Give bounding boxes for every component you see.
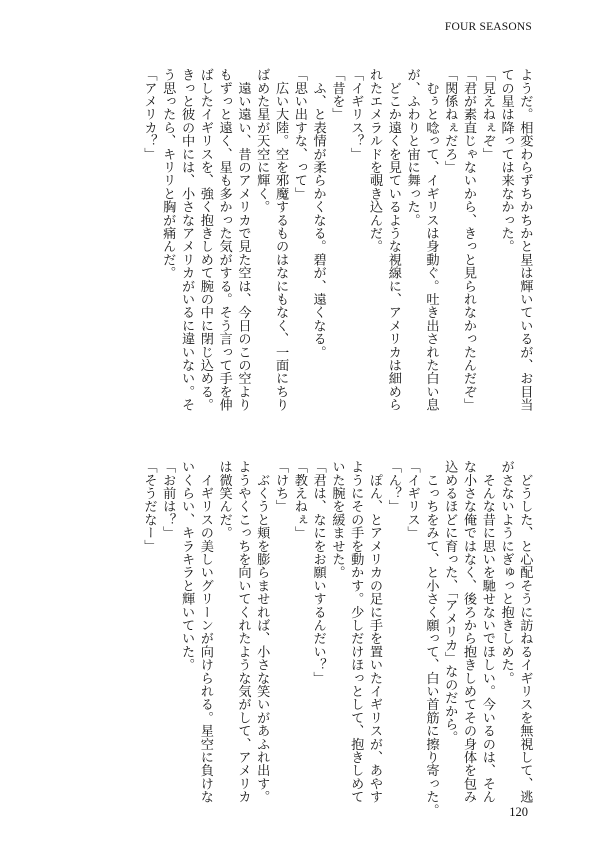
text-line: 「関係ねぇだろ」 bbox=[442, 68, 458, 174]
text-line: 遠い遠い、昔のアメリカで見た空は、今日のこの空より bbox=[235, 68, 251, 412]
text-line: いくらい、キラキラと輝いていた。 bbox=[179, 460, 195, 672]
text-line: 「君は、なにをお願いするんだい？」 bbox=[310, 460, 326, 685]
text-line: 「ん？」 bbox=[385, 460, 401, 513]
text-line: 「イギリス？」 bbox=[348, 68, 364, 161]
text-line: れたエメラルドを覗き込んだ。 bbox=[367, 68, 383, 253]
text-line: ばしたイギリスを、強く抱きしめて腕の中に閉じ込める。 bbox=[197, 68, 213, 412]
text-line: きっと彼の中には、小さなアメリカがいるに違いない。そ bbox=[179, 68, 195, 412]
text-line: 「思い出すな、って」 bbox=[291, 68, 307, 200]
text-line: そんな昔に思いを馳せないでほしい。今いるのは、そん bbox=[479, 460, 495, 804]
text-line: もずっと遠く、星も多かった気がする。そう言って手を伸 bbox=[216, 68, 232, 412]
text-line: う思ったら、キリリと胸が痛んだ。 bbox=[160, 68, 176, 280]
text-line: ぶくうと頬を膨らませれば、小さな笑いがあふれ出す。 bbox=[254, 460, 270, 804]
text-line: 「見えねぇぞ」 bbox=[479, 68, 495, 161]
text-line: むぅと唸って、イギリスは身動ぐ。吐き出された白い息 bbox=[423, 68, 439, 412]
text-line: いた腕を緩ませた。 bbox=[329, 460, 345, 579]
text-line: 「お前は？」 bbox=[160, 460, 176, 540]
text-line: 「君が素直じゃないから、きっと見られなかったんだぞ」 bbox=[461, 68, 477, 412]
text-line: 「そうだなー」 bbox=[141, 460, 157, 553]
text-line: 「けち」 bbox=[273, 460, 289, 513]
text-line: 「イギリス」 bbox=[404, 460, 420, 540]
text-line: 込めるほどに育った、「アメリカ」なのだから。 bbox=[442, 460, 458, 744]
text-line: がさないようにぎゅっと抱きしめた。 bbox=[498, 460, 514, 685]
text-line: な小さな俺ではなく、後ろから抱きしめてその身体を包み bbox=[461, 460, 477, 804]
text-block-upper bbox=[139, 68, 534, 411]
text-line: イギリスの美しいグリーンが向けられる。星空に負けな bbox=[197, 460, 213, 804]
text-line: 「アメリカ？」 bbox=[141, 68, 157, 161]
text-line: ふ、と表情が柔らかくなる。碧が、遠くなる。 bbox=[310, 68, 326, 359]
text-line: 「昔を」 bbox=[329, 68, 345, 121]
text-block-lower bbox=[139, 460, 534, 816]
text-line: ぽん、とアメリカの足に手を置いたイギリスが、あやす bbox=[367, 460, 383, 804]
text-line: こっちをみて、と小さく願って、白い首筋に擦り寄った。 bbox=[423, 460, 439, 817]
text-line: ばめた星が天空に輝く。 bbox=[254, 68, 270, 214]
text-line: 「教えねぇ」 bbox=[291, 460, 307, 540]
text-line: が、ふわりと宙に舞った。 bbox=[404, 68, 420, 227]
text-line: どこか遠くを見ているような視線に、アメリカは細めら bbox=[385, 68, 401, 412]
text-line: は微笑んだ。 bbox=[216, 460, 232, 540]
text-line: ての星は降っては来なかった。 bbox=[498, 68, 514, 253]
running-title: FOUR SEASONS bbox=[444, 21, 532, 33]
text-line: ようやくこっちを向いてくれたような気がして、アメリカ bbox=[235, 460, 251, 804]
page-number: 120 bbox=[509, 805, 528, 819]
text-line: ようにその手を動かす。少しだけほっとして、抱きしめて bbox=[348, 460, 364, 804]
text-line: ようだ。相変わらずちかちかと星は輝いているが、お目当 bbox=[517, 68, 533, 412]
text-line: 広い大陸。空を邪魔するものはなにもなく、一面にちり bbox=[273, 68, 289, 412]
text-line: どうした、と心配そうに訪ねるイギリスを無視して、逃 bbox=[517, 460, 533, 804]
